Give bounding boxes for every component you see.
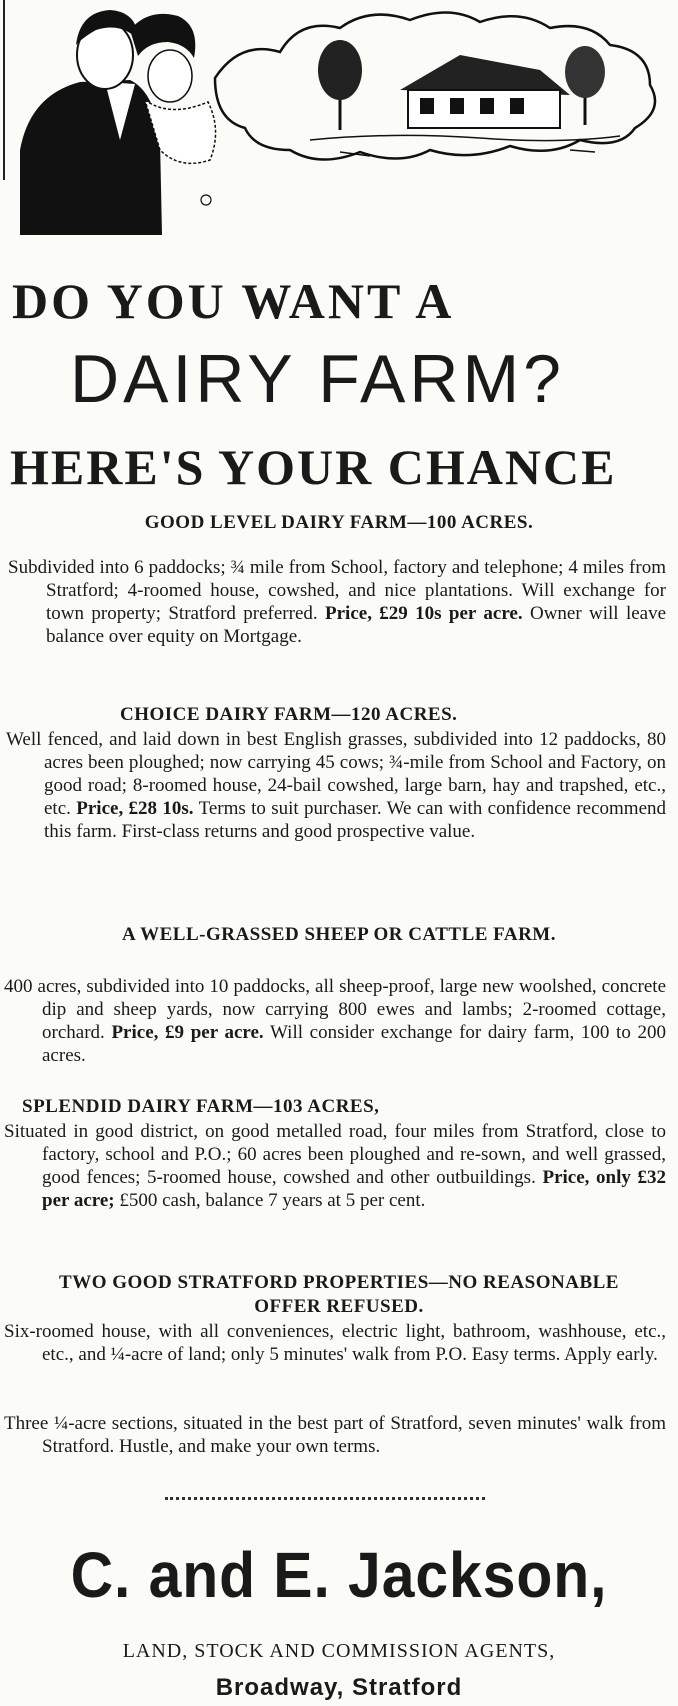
listing-2-body-end: Terms to suit purchaser. We can with confidence recommend this farm. First-class returns and good prospective value. [44, 798, 667, 842]
listing-5-para2: Three ¼-acre sections, situated in the best part of Stratford, seven minutes' walk from Stratford. Hustle, and make your own terms. [4, 1413, 666, 1457]
listing-5-title-line2: OFFER REFUSED. [254, 1296, 424, 1317]
listing-3-body [4, 975, 666, 1067]
address-line: Broadway, Stratford [215, 1674, 463, 1701]
listing-3-title: A WELL-GRASSED SHEEP OR CATTLE FARM. [122, 924, 556, 945]
headline-line1: DO YOU WANT A [12, 273, 455, 329]
listing-2-body-start: Well fenced, and laid down in best English grasses, subdivided into 12 paddocks, 80 acres been ploughed; now carrying 45 cows; ¾-mile from School and Factory, on good road; 8-roomed house, 24-bail cowshed, large barn, hay and trapshed, etc., etc. [6, 729, 666, 819]
listing-1-price: Price, £29 10s per acre. [325, 603, 523, 624]
firm-name: C. and E. Jackson, [70, 1539, 608, 1611]
listing-4-title: SPLENDID DAIRY FARM—103 ACRES, [22, 1096, 380, 1117]
listing-4-body-end: £500 cash, balance 7 years at 5 per cent. [119, 1190, 426, 1211]
listing-2-body [6, 728, 666, 843]
listing-1-title: GOOD LEVEL DAIRY FARM—100 ACRES. [144, 512, 534, 533]
headline-line3: HERE'S YOUR CHANCE [10, 439, 617, 495]
listing-5-para1: Six-roomed house, with all conveniences, electric light, bathroom, washhouse, etc., etc., and ¼-acre of land; only 5 minutes' walk from P.O. Easy terms. Apply early. [4, 1321, 666, 1365]
listing-1-body-start: Subdivided into 6 paddocks; ¾ mile from School, factory and telephone; 4 miles from Stratford; 4-roomed house, cowshed, and nice plantations. Will exchange for town property; Stratford preferred. [8, 557, 666, 624]
listing-5-title-line1: TWO GOOD STRATFORD PROPERTIES—NO REASONABLE [59, 1272, 619, 1293]
listing-4-price: Price, only £32 per acre; [42, 1167, 666, 1211]
listing-1-body [8, 556, 666, 648]
listing-3-body-start: 400 acres, subdivided into 10 paddocks, all sheep-proof, large new woolshed, concrete dip and sheep yards, now carrying 800 ewes and lambs; 2-roomed cottage, orchard. [4, 976, 666, 1043]
couple-and-farmhouse-illustration [10, 0, 678, 235]
listing-3-body-end: Will consider exchange for dairy farm, 100 to 200 acres. [42, 1022, 666, 1066]
listing-4-body [4, 1120, 666, 1212]
agents-line: LAND, STOCK AND COMMISSION AGENTS, [122, 1640, 556, 1662]
listing-4-body-start: Situated in good district, on good metalled road, four miles from Stratford, close to factory, school and P.O.; 60 acres been ploughed and re-sown, and well grassed, good fences; 5-roomed house, cowshed and other outbuildings. [4, 1121, 666, 1188]
listing-3-price: Price, £9 per acre. [111, 1022, 264, 1043]
dotted-divider [165, 1497, 485, 1500]
listing-2-price: Price, £28 10s. [76, 798, 194, 819]
headline-line2: DAIRY FARM? [70, 341, 565, 417]
listing-2-title: CHOICE DAIRY FARM—120 ACRES. [120, 704, 458, 725]
listing-1-body-end: Owner will leave balance over equity on Mortgage. [46, 603, 667, 647]
left-edge-rule [3, 0, 5, 180]
